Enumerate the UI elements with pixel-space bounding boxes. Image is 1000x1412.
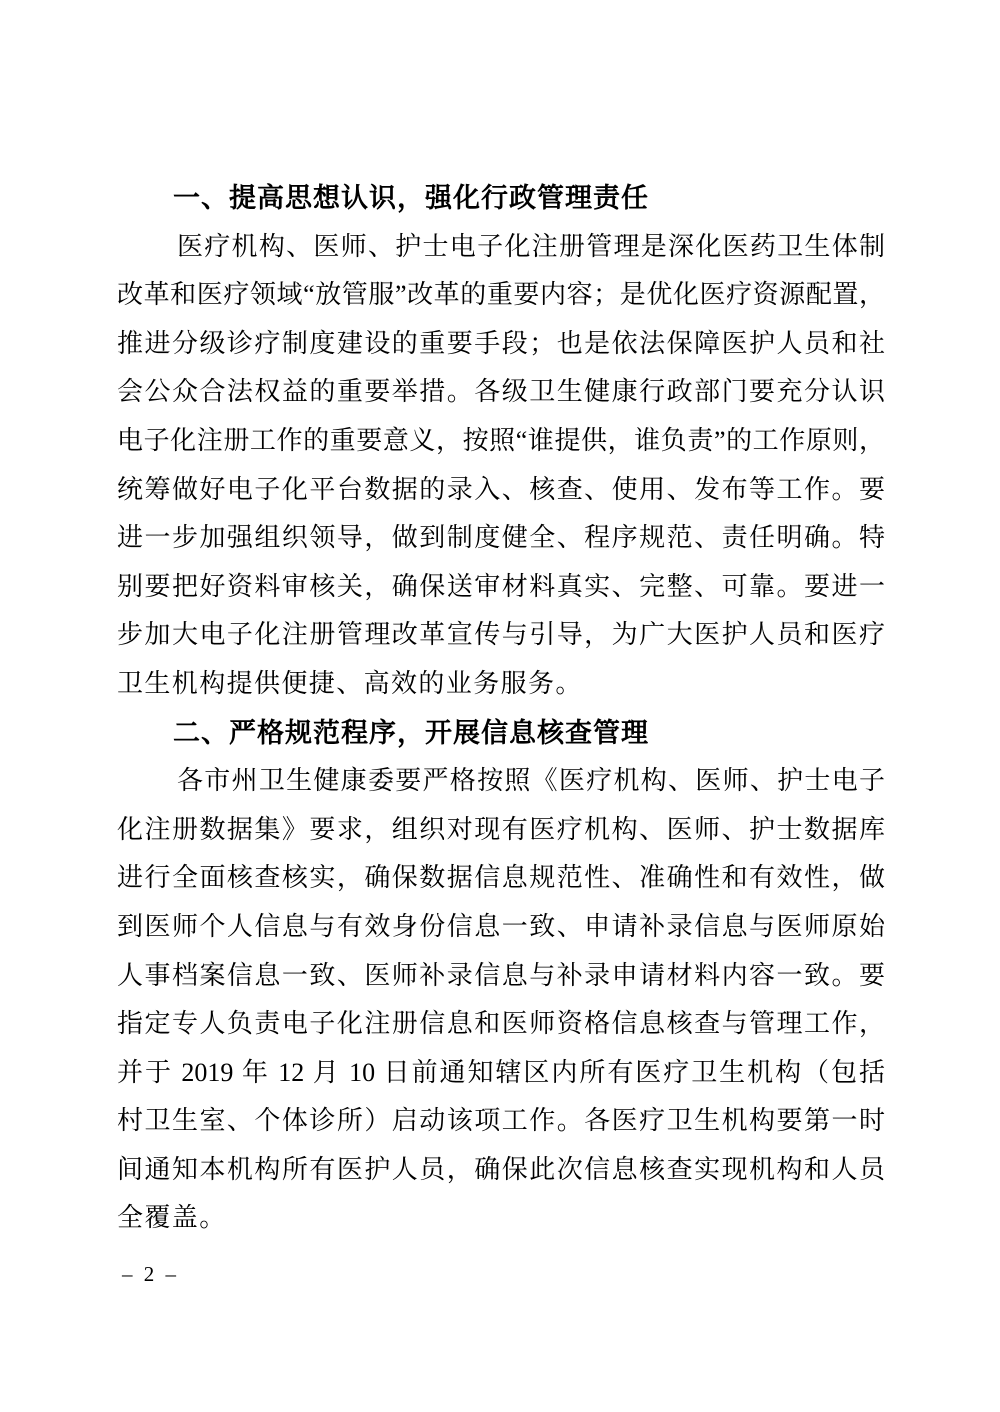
paragraph-line: 人事档案信息一致、医师补录信息与补录申请材料内容一致。要: [117, 960, 885, 990]
paragraph-line: 村卫生室、个体诊所）启动该项工作。各医疗卫生机构要第一时: [117, 1106, 885, 1136]
paragraph-line: 会公众合法权益的重要举措。各级卫生健康行政部门要充分认识: [117, 377, 885, 407]
paragraph-line: 到医师个人信息与有效身份信息一致、申请补录信息与医师原始: [117, 911, 885, 941]
document-body: [117, 174, 885, 1243]
paragraph-line: 指定专人负责电子化注册信息和医师资格信息核查与管理工作，: [117, 1009, 885, 1039]
paragraph-line: 电子化注册工作的重要意义，按照“谁提供，谁负责”的工作原则，: [117, 425, 885, 455]
paragraph-line: 改革和医疗领域“放管服”改革的重要内容；是优化医疗资源配置，: [117, 280, 885, 310]
paragraph-line: 全覆盖。: [117, 1203, 227, 1233]
paragraph-line: 间通知本机构所有医护人员，确保此次信息核查实现机构和人员: [117, 1154, 885, 1184]
paragraph-line: 进一步加强组织领导，做到制度健全、程序规范、责任明确。特: [117, 523, 885, 553]
paragraph-line: 并于 2019 年 12 月 10 日前通知辖区内所有医疗卫生机构（包括: [117, 1057, 885, 1087]
page-number: – 2 –: [122, 1262, 179, 1286]
section-heading: 一、提高思想认识，强化行政管理责任: [173, 183, 649, 213]
paragraph-line: 化注册数据集》要求，组织对现有医疗机构、医师、护士数据库: [117, 814, 885, 844]
paragraph-line: 统筹做好电子化平台数据的录入、核查、使用、发布等工作。要: [117, 474, 885, 504]
section-heading: 二、严格规范程序，开展信息核查管理: [173, 717, 649, 748]
paragraph-line: 步加大电子化注册管理改革宣传与引导，为广大医护人员和医疗: [117, 620, 885, 650]
paragraph-line: 进行全面核查核实，确保数据信息规范性、准确性和有效性，做: [117, 863, 885, 893]
paragraph-line: 卫生机构提供便捷、高效的业务服务。: [117, 668, 583, 698]
paragraph-line: 别要把好资料审核关，确保送审材料真实、完整、可靠。要进一: [117, 571, 885, 601]
paragraph-line: 推进分级诊疗制度建设的重要手段；也是依法保障医护人员和社: [117, 328, 885, 358]
paragraph-line: 各市州卫生健康委要严格按照《医疗机构、医师、护士电子: [177, 766, 885, 796]
paragraph-line: 医疗机构、医师、护士电子化注册管理是深化医药卫生体制: [177, 231, 885, 261]
